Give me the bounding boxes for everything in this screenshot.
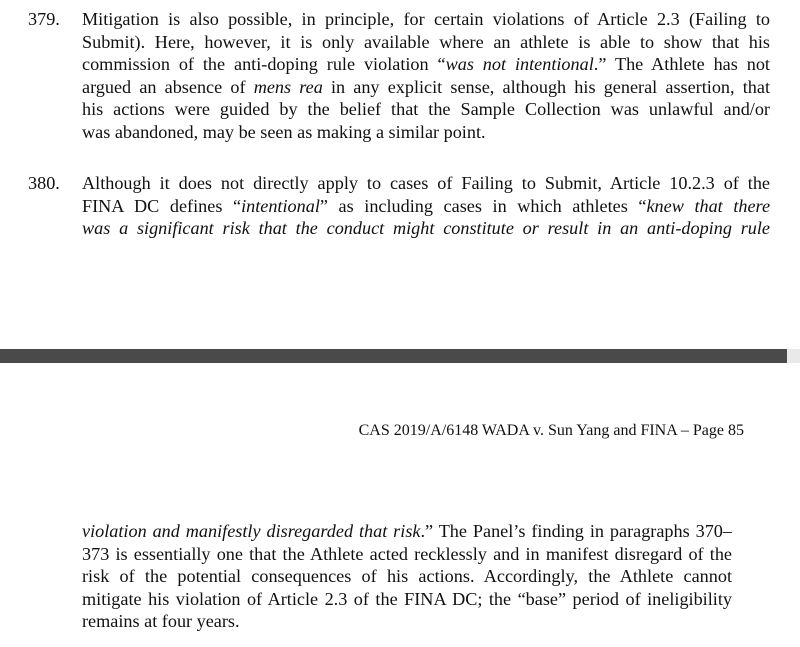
- paragraph-380: [28, 172, 770, 240]
- text-line: Submit). Here, however, it is only available where an athlete is able to show that his: [82, 31, 770, 52]
- paragraph-379: [28, 8, 770, 144]
- page-footer: CAS 2019/A/6148 WADA v. Sun Yang and FINA – Page 85: [358, 422, 744, 439]
- paragraph-body: [82, 172, 770, 240]
- text-line: commission of the anti-doping rule violation “was not intentional.” The Athlete has not: [82, 54, 770, 75]
- paragraph-number: 380.: [28, 173, 60, 193]
- text-line: was a significant risk that the conduct might constitute or result in an anti-doping rule: [82, 218, 770, 239]
- text-line: was abandoned, may be seen as making a similar point.: [82, 121, 486, 142]
- paragraph-number: 379.: [28, 9, 60, 29]
- text-line: FINA DC defines “intentional” as including cases in which athletes “knew that there: [82, 195, 771, 216]
- text-line: 373 is essentially one that the Athlete acted recklessly and in manifest disregard of the: [82, 543, 732, 564]
- text-line: his actions were guided by the belief that the Sample Collection was unlawful and/or: [82, 99, 770, 120]
- paragraph-body: [82, 8, 770, 144]
- text-line: risk of the potential consequences of his actions. Accordingly, the Athlete cannot: [82, 566, 732, 587]
- text-line: remains at four years.: [82, 611, 240, 632]
- text-line: Although it does not directly apply to cases of Failing to Submit, Article 10.2.3 of the: [82, 173, 770, 193]
- page-break-divider: [0, 349, 787, 363]
- text-line: mitigate his violation of Article 2.3 of the FINA DC; the “base” period of ineligibility: [82, 588, 732, 609]
- paragraph-380-continuation: [82, 520, 732, 633]
- text-line: Mitigation is also possible, in principle, for certain violations of Article 2.3 (Failing to: [82, 9, 770, 29]
- page-break-edge: [787, 349, 800, 363]
- text-line: argued an absence of mens rea in any explicit sense, although his general assertion, that: [82, 76, 771, 97]
- text-line: violation and manifestly disregarded that risk.” The Panel’s finding in paragraphs 370–: [82, 521, 732, 541]
